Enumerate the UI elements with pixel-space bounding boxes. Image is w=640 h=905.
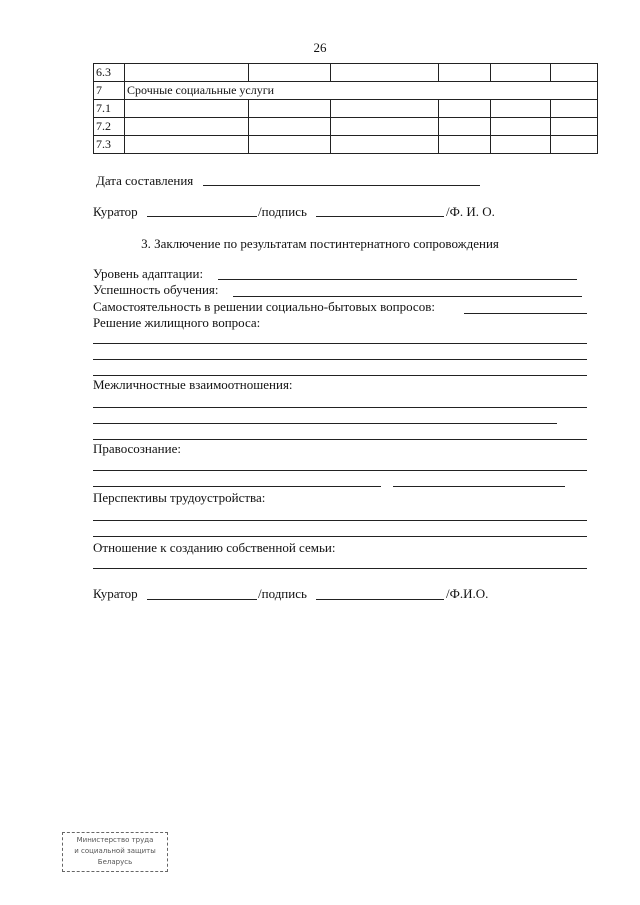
table-cell[interactable] (439, 118, 491, 136)
table-cell[interactable] (439, 64, 491, 82)
table-row (94, 118, 598, 136)
table-row (94, 82, 598, 100)
row-number: 6.3 (94, 64, 125, 82)
fio-label: /Ф. И. О. (446, 204, 495, 219)
family-label: Отношение к созданию собственной семьи: (93, 540, 336, 555)
housing-label: Решение жилищного вопроса: (93, 315, 261, 330)
curator-label: Куратор (93, 204, 138, 219)
table-cell[interactable] (551, 64, 598, 82)
table-cell[interactable] (125, 136, 249, 154)
row-number: 7.1 (94, 100, 125, 118)
row-number: 7 (94, 82, 125, 100)
table-cell[interactable] (491, 118, 551, 136)
signature-label: /подпись (258, 204, 307, 219)
stamp-line-3: Беларусь (97, 858, 133, 866)
services-table-body (94, 64, 598, 154)
stamp-line-2: и социальной защиты (74, 847, 156, 855)
table-cell[interactable] (249, 136, 331, 154)
curator-label-2: Куратор (93, 586, 138, 601)
relations-line-3[interactable] (93, 439, 587, 440)
table-cell[interactable] (551, 118, 598, 136)
table-cell[interactable] (331, 136, 439, 154)
table-cell[interactable] (439, 100, 491, 118)
table-cell[interactable] (491, 100, 551, 118)
date-label: Дата составления (96, 173, 194, 188)
relations-label: Межличностные взаимоотношения: (93, 377, 293, 392)
services-table (93, 63, 598, 154)
relations-line-2[interactable] (93, 423, 557, 424)
employment-line-2[interactable] (93, 536, 587, 537)
section-title: 3. Заключение по результатам постинтернатного сопровождения (141, 236, 499, 251)
stamp-line-1: Министерство труда (76, 836, 154, 844)
table-cell[interactable] (551, 136, 598, 154)
table-cell[interactable] (439, 136, 491, 154)
housing-line-2[interactable] (93, 359, 587, 360)
family-line-1[interactable] (93, 568, 587, 569)
table-cell[interactable] (491, 64, 551, 82)
table-cell[interactable] (249, 118, 331, 136)
page-number: 26 (313, 40, 327, 55)
table-cell[interactable] (249, 100, 331, 118)
employment-line-1[interactable] (93, 520, 587, 521)
signature-field[interactable] (316, 216, 444, 217)
table-cell[interactable] (125, 118, 249, 136)
fio-label-2: /Ф.И.О. (446, 586, 489, 601)
table-cell[interactable] (125, 64, 249, 82)
signature-field-2[interactable] (316, 599, 444, 600)
table-cell[interactable] (551, 100, 598, 118)
table-cell[interactable] (331, 118, 439, 136)
table-cell[interactable] (249, 64, 331, 82)
independence-label: Самостоятельность в решении социально-бытовых вопросов: (93, 299, 435, 314)
education-field[interactable] (233, 296, 582, 297)
table-cell[interactable] (331, 100, 439, 118)
ministry-stamp (62, 832, 168, 872)
education-label: Успешность обучения: (93, 282, 219, 297)
table-row (94, 100, 598, 118)
curator-name-field-2[interactable] (147, 599, 257, 600)
table-cell[interactable] (491, 136, 551, 154)
relations-line-1[interactable] (93, 407, 587, 408)
table-row (94, 64, 598, 82)
legal-line-2a[interactable] (93, 486, 381, 487)
legal-line-2b[interactable] (393, 486, 565, 487)
row-label: Срочные социальные услуги (125, 82, 598, 100)
table-row (94, 136, 598, 154)
adaptation-field[interactable] (218, 279, 577, 280)
curator-name-field[interactable] (147, 216, 257, 217)
housing-line-3[interactable] (93, 375, 587, 376)
legal-label: Правосознание: (93, 441, 181, 456)
signature-label-2: /подпись (258, 586, 307, 601)
employment-label: Перспективы трудоустройства: (93, 490, 266, 505)
row-number: 7.3 (94, 136, 125, 154)
legal-line-1[interactable] (93, 470, 587, 471)
table-cell[interactable] (331, 64, 439, 82)
independence-field[interactable] (464, 313, 587, 314)
row-number: 7.2 (94, 118, 125, 136)
table-cell[interactable] (125, 100, 249, 118)
housing-line-1[interactable] (93, 343, 587, 344)
adaptation-label: Уровень адаптации: (93, 266, 204, 281)
date-field[interactable] (203, 185, 480, 186)
